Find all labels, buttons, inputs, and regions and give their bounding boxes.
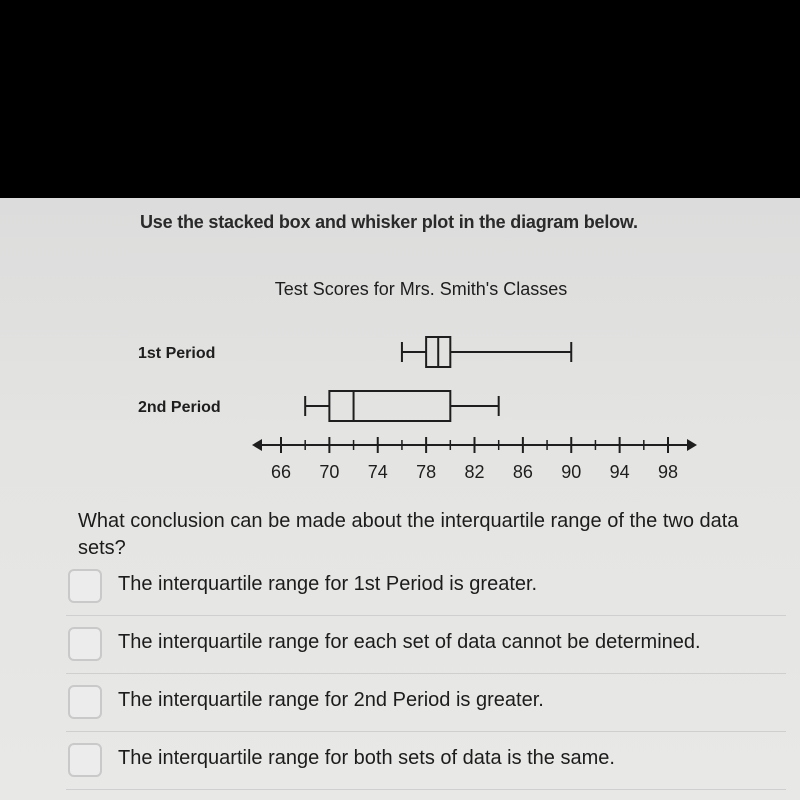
axis-tick-label: 94 [609, 462, 630, 482]
answer-label-4: The interquartile range for both sets of data is the same. [118, 747, 615, 769]
answer-label-1: The interquartile range for 1st Period is greater. [118, 573, 538, 595]
series-label: 1st Period [138, 345, 216, 362]
axis-tick-label: 82 [464, 462, 485, 482]
question-text: What conclusion can be made about the interquartile range of the two data sets? [78, 510, 739, 559]
instruction-text: Use the stacked box and whisker plot in the diagram below. [140, 212, 638, 232]
number-line-arrow-right [687, 439, 697, 451]
axis-tick-label: 74 [367, 462, 388, 482]
answer-label-3: The interquartile range for 2nd Period is greater. [118, 689, 544, 711]
answer-checkbox-4[interactable] [68, 743, 102, 777]
axis-tick-label: 66 [270, 462, 292, 482]
answer-checkbox-2[interactable] [68, 627, 102, 661]
answer-option-3[interactable] [66, 681, 786, 732]
answer-label-2: The interquartile range for each set of data cannot be determined. [118, 631, 701, 653]
axis-tick-label: 90 [561, 462, 582, 482]
box-plot-row-2 [138, 391, 499, 421]
series-label: 2nd Period [138, 399, 221, 416]
axis-tick-label: 78 [416, 462, 437, 482]
number-line-arrow-left [252, 439, 262, 451]
axis-tick-label: 86 [512, 462, 533, 482]
axis-tick-label: 70 [319, 462, 340, 482]
chart-title: Test Scores for Mrs. Smith's Classes [274, 279, 568, 299]
answer-checkbox-3[interactable] [68, 685, 102, 719]
box-plot-chart [0, 198, 800, 498]
answer-option-2[interactable] [66, 623, 786, 674]
answer-checkbox-1[interactable] [68, 569, 102, 603]
answer-option-4[interactable] [66, 739, 786, 790]
axis-tick-label: 98 [657, 462, 679, 482]
iqr-box [329, 391, 450, 421]
box-plot-row-1 [138, 337, 571, 367]
question-screen [0, 198, 800, 800]
answer-option-1[interactable] [66, 565, 786, 616]
